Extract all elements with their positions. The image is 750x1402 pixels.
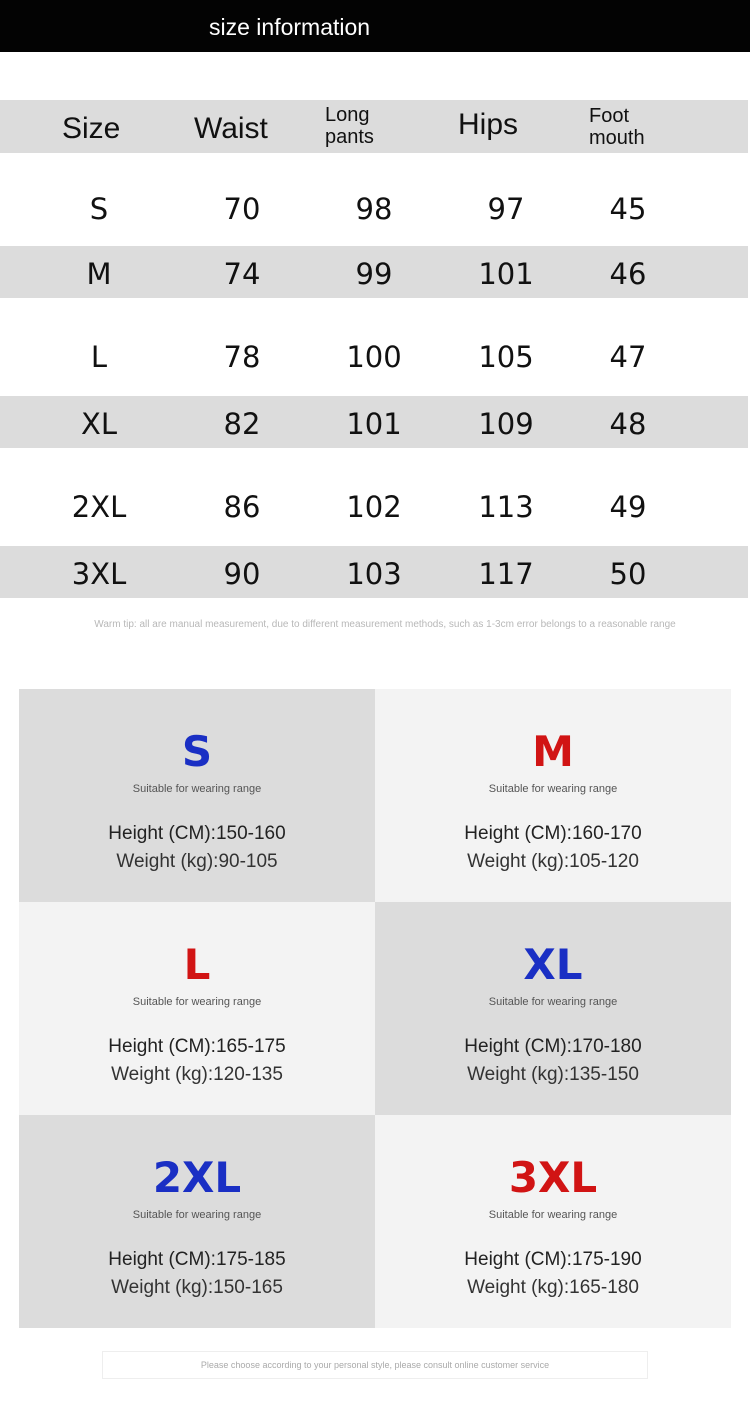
card-height-range: Height (CM):165-175: [108, 1036, 286, 1057]
measurement-cell: 98: [355, 192, 393, 226]
measurement-cell: 48: [609, 407, 647, 441]
measurement-cell: 82: [223, 407, 261, 441]
measurement-cell: 117: [478, 557, 534, 591]
card-subtitle: Suitable for wearing range: [488, 996, 618, 1008]
size-card: [19, 689, 375, 902]
measurement-cell: 46: [609, 257, 647, 291]
card-size-label: L: [183, 940, 211, 989]
fit-range-grid: [19, 689, 730, 1328]
measurement-cell: 102: [346, 490, 402, 524]
card-weight-range: Weight (kg):105-120: [467, 851, 639, 872]
measurement-cell: 50: [609, 557, 647, 591]
card-height-range: Height (CM):175-185: [108, 1249, 286, 1270]
table-row: [0, 464, 748, 538]
measurement-cell: 109: [478, 407, 534, 441]
measurement-cell: 47: [609, 340, 647, 374]
measurement-cell: 99: [355, 257, 393, 291]
card-height-range: Height (CM):170-180: [464, 1036, 642, 1057]
card-weight-range: Weight (kg):135-150: [467, 1064, 639, 1085]
table-row: [0, 166, 748, 240]
size-cell: M: [86, 257, 112, 291]
header-foot-mouth-line2: mouth: [589, 127, 645, 149]
card-height-range: Height (CM):150-160: [108, 823, 286, 844]
size-cell: 2XL: [71, 490, 127, 524]
size-cell: S: [89, 192, 109, 226]
measurement-cell: 45: [609, 192, 647, 226]
card-subtitle: Suitable for wearing range: [132, 996, 262, 1008]
table-row: [0, 546, 748, 598]
header-long-pants-line2: pants: [325, 126, 374, 148]
card-weight-range: Weight (kg):90-105: [116, 851, 278, 872]
header-foot-mouth-line1: Foot: [589, 105, 630, 127]
measurement-cell: 49: [609, 490, 647, 524]
size-cell: L: [90, 340, 108, 374]
footer-note: Please choose according to your personal style, please consult online customer service: [102, 1351, 648, 1379]
measurement-cell: 101: [478, 257, 534, 291]
card-size-label: M: [532, 727, 574, 776]
measurement-cell: 101: [346, 407, 402, 441]
header-size: Size: [62, 112, 121, 145]
header-long-pants-line1: Long: [325, 104, 370, 126]
size-card: [19, 1115, 375, 1328]
card-weight-range: Weight (kg):150-165: [111, 1277, 283, 1298]
size-cell: XL: [80, 407, 118, 441]
size-card: [375, 902, 731, 1115]
warm-tip: Warm tip: all are manual measurement, due to different measurement methods, such as 1-3cm error belongs to a reasonable range: [94, 619, 676, 630]
measurement-cell: 78: [223, 340, 261, 374]
card-subtitle: Suitable for wearing range: [132, 783, 262, 795]
measurement-cell: 105: [478, 340, 534, 374]
card-size-label: S: [181, 727, 213, 776]
card-weight-range: Weight (kg):120-135: [111, 1064, 283, 1085]
measurement-cell: 103: [346, 557, 402, 591]
card-subtitle: Suitable for wearing range: [488, 783, 618, 795]
card-subtitle: Suitable for wearing range: [488, 1209, 618, 1221]
card-subtitle: Suitable for wearing range: [132, 1209, 262, 1221]
size-cell: 3XL: [71, 557, 127, 591]
header-hips: Hips: [458, 108, 519, 141]
card-weight-range: Weight (kg):165-180: [467, 1277, 639, 1298]
measurement-cell: 70: [223, 192, 261, 226]
card-size-label: 2XL: [152, 1153, 242, 1202]
measurement-cell: 97: [487, 192, 525, 226]
table-row: [0, 314, 748, 388]
size-card: [19, 902, 375, 1115]
size-card: [375, 1115, 731, 1328]
measurement-cell: 86: [223, 490, 261, 524]
header-waist: Waist: [194, 112, 268, 145]
measurement-cell: 100: [346, 340, 402, 374]
card-height-range: Height (CM):175-190: [464, 1249, 642, 1270]
size-card: [375, 689, 731, 902]
measurement-cell: 90: [223, 557, 261, 591]
measurement-cell: 74: [223, 257, 261, 291]
title-bar: [0, 0, 750, 52]
header-foot-mouth: [589, 105, 645, 149]
header-long-pants: [325, 104, 374, 148]
table-header-row: [0, 100, 748, 153]
card-size-label: 3XL: [508, 1153, 598, 1202]
card-height-range: Height (CM):160-170: [464, 823, 642, 844]
table-row: [0, 396, 748, 448]
measurement-cell: 113: [478, 490, 534, 524]
table-row: [0, 246, 748, 298]
page-title: size information: [209, 14, 371, 40]
card-size-label: XL: [523, 940, 583, 989]
